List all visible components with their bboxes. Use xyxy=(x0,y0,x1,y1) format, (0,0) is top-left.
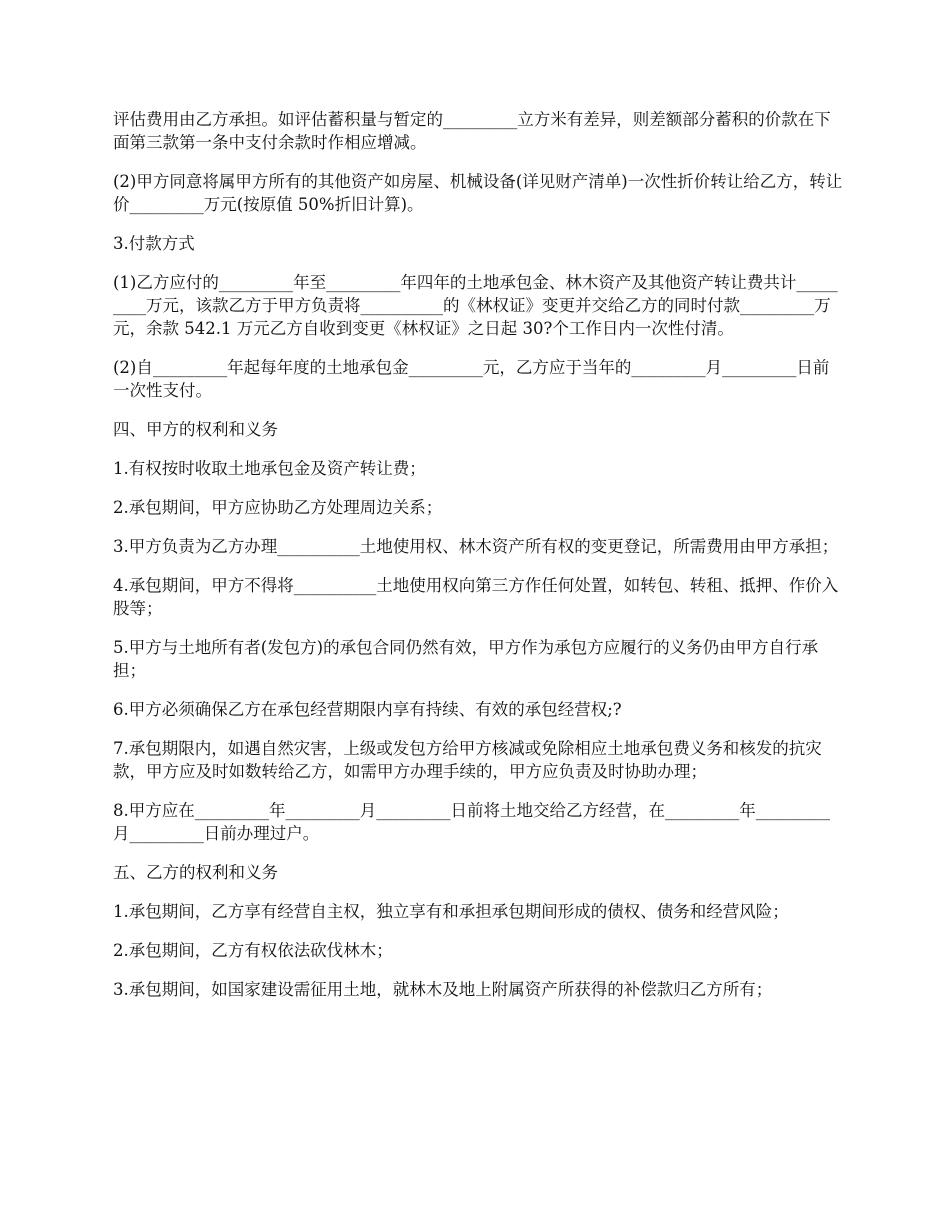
paragraph-party-b-item-3: 3.承包期间，如国家建设需征用土地，就林木及地上附属资产所获得的补偿款归乙方所有； xyxy=(113,980,773,999)
paragraph-party-a-item-1: 1.有权按时收取土地承包金及资产转让费； xyxy=(113,459,426,478)
paragraph-payment-item-2: (2)自_________年起每年度的土地承包金_________元，乙方应于当年的_________月_________日前一次性支付。 xyxy=(113,358,830,400)
section-heading-party-a-rights: 四、甲方的权利和义务 xyxy=(113,420,278,439)
paragraph-party-a-item-2: 2.承包期间，甲方应协助乙方处理周边关系； xyxy=(113,498,443,517)
paragraph-other-assets-transfer: (2)甲方同意将属甲方所有的其他资产如房屋、机械设备(详见财产清单)一次性折价转让给乙方，转让价_________万元(按原值 50%折旧计算)。 xyxy=(113,172,843,214)
paragraph-payment-item-1: (1)乙方应付的_________年至_________年四年的土地承包金、林木资产及其他资产转让费共计_________万元，该款乙方于甲方负责将__________的《林权证》变更并交给乙方的同时付款_________万元，余款 542.1 万元乙方自收到变更《林权证》之日起 30?个工作日内一次性付清。 xyxy=(113,273,838,338)
paragraph-party-a-item-7: 7.承包期限内，如遇自然灾害，上级或发包方给甲方核减或免除相应土地承包费义务和核发的抗灾款，甲方应及时如数转给乙方，如需甲方办理手续的，甲方应负责及时协助办理； xyxy=(113,739,822,781)
document-page xyxy=(113,108,843,1017)
paragraph-appraisal-cost: 评估费用由乙方承担。如评估蓄积量与暂定的_________立方米有差异，则差额部分蓄积的价款在下面第三款第一条中支付余款时作相应增减。 xyxy=(113,110,831,152)
paragraph-party-b-item-2: 2.承包期间，乙方有权依法砍伐林木； xyxy=(113,941,393,960)
paragraph-party-a-item-5: 5.甲方与土地所有者(发包方)的承包合同仍然有效，甲方作为承包方应履行的义务仍由甲方自行承担； xyxy=(113,638,819,680)
paragraph-party-a-item-6: 6.甲方必须确保乙方在承包经营期限内享有持续、有效的承包经营权;? xyxy=(113,700,622,719)
section-heading-party-b-rights: 五、乙方的权利和义务 xyxy=(113,863,278,882)
paragraph-party-a-item-3: 3.甲方负责为乙方办理__________土地使用权、林木资产所有权的变更登记，所需费用由甲方承担； xyxy=(113,537,839,556)
paragraph-party-b-item-1: 1.承包期间，乙方享有经营自主权，独立享有和承担承包期间形成的债权、债务和经营风险； xyxy=(113,902,789,921)
paragraph-party-a-item-8: 8.甲方应在_________年_________月_________日前将土地交给乙方经营，在_________年_________月_________日前办理过户。 xyxy=(113,801,830,843)
paragraph-party-a-item-4: 4.承包期间，甲方不得将__________土地使用权向第三方作任何处置，如转包、转租、抵押、作价入股等； xyxy=(113,576,839,618)
section-heading-payment-method: 3.付款方式 xyxy=(113,234,195,253)
